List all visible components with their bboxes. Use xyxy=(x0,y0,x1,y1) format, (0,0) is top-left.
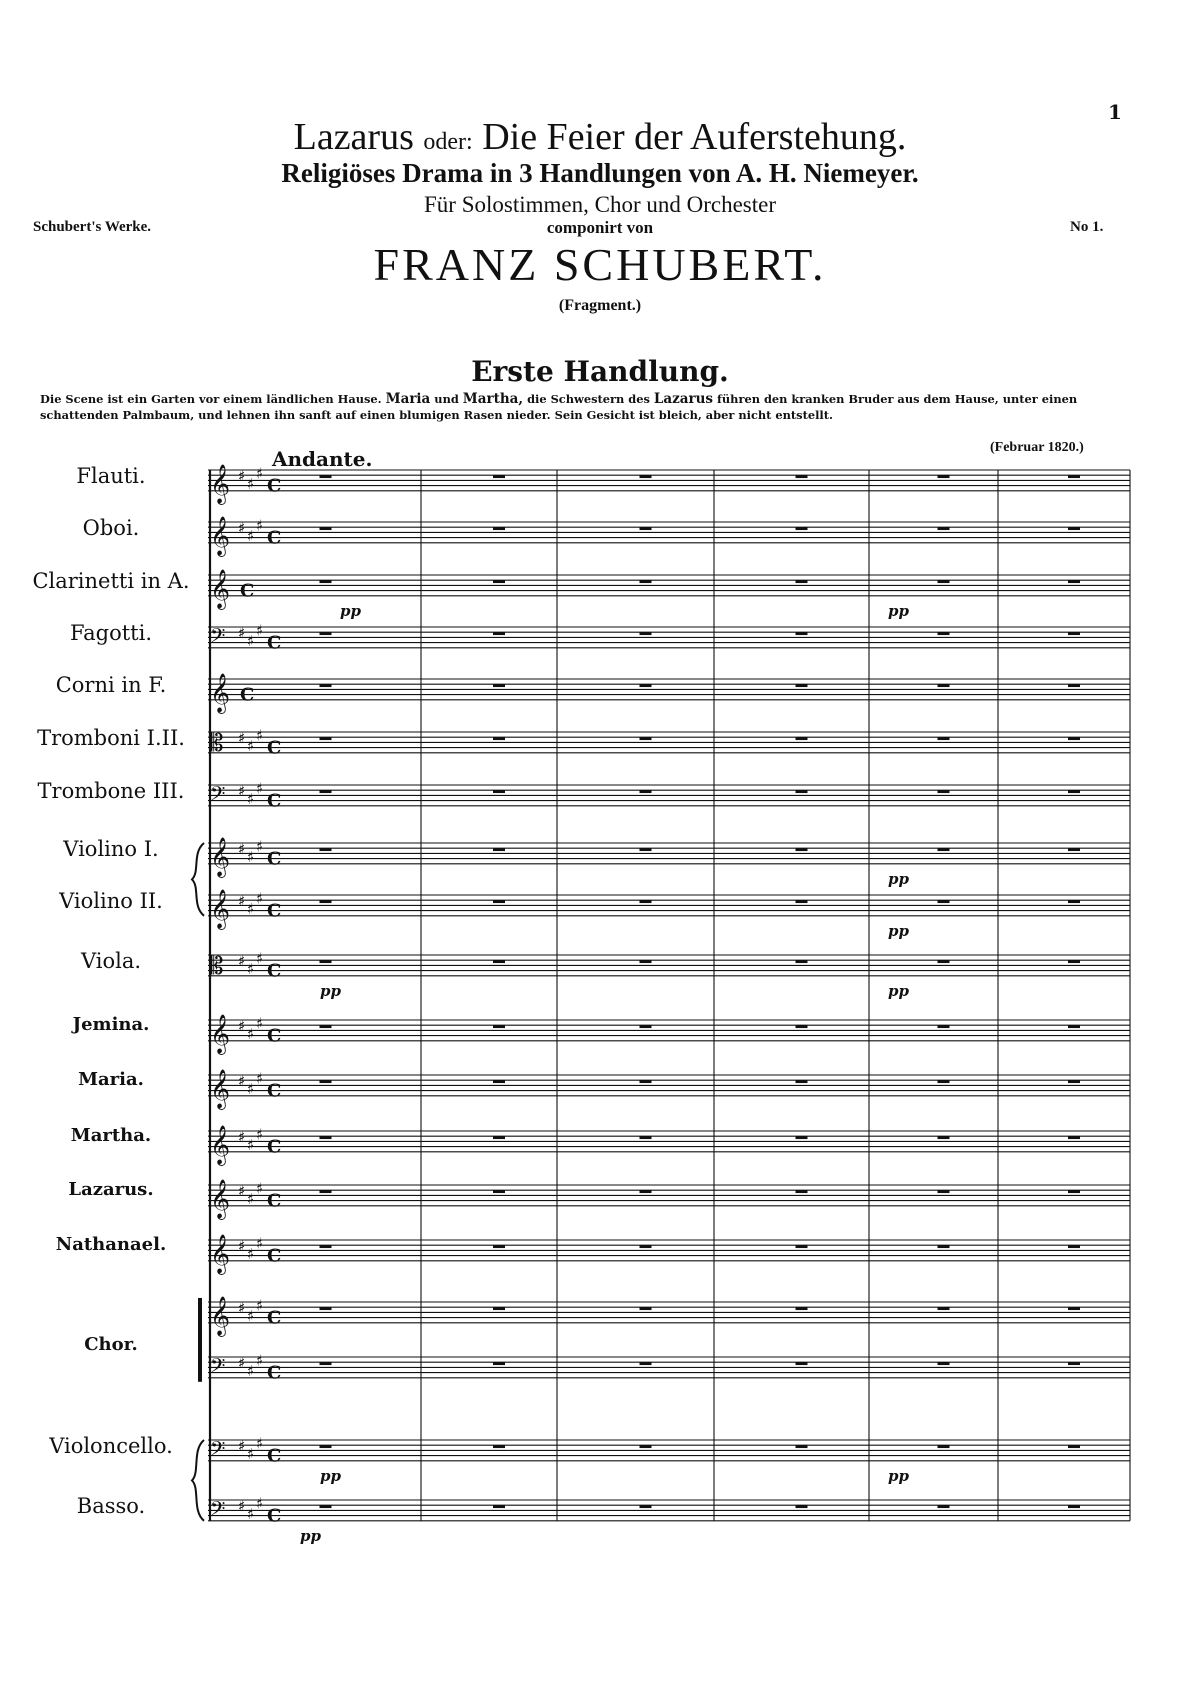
sharp-icon: ♯ xyxy=(256,1179,264,1198)
whole-rest xyxy=(493,1190,505,1193)
whole-rest xyxy=(640,1025,652,1028)
tempo-marking: Andante. xyxy=(272,447,373,471)
whole-rest xyxy=(493,900,505,903)
whole-rest xyxy=(796,527,808,530)
sharp-icon: ♯ xyxy=(256,889,264,908)
sharp-icon: ♯ xyxy=(238,729,246,748)
whole-rest xyxy=(938,1445,950,1448)
alto-clef-icon: 𝄡 xyxy=(210,951,224,980)
time-signature: C xyxy=(240,580,255,602)
time-signature: C xyxy=(267,1190,282,1212)
sharp-icon: ♯ xyxy=(256,1494,264,1513)
time-signature: C xyxy=(267,1362,282,1384)
whole-rest xyxy=(1068,1190,1080,1193)
whole-rest xyxy=(938,580,950,583)
series-label: Schubert's Werke. xyxy=(33,219,152,235)
dynamic-pp: pp xyxy=(888,1466,909,1485)
whole-rest xyxy=(796,1307,808,1310)
sharp-icon: ♯ xyxy=(256,1296,264,1315)
title-lazarus: Lazarus xyxy=(293,116,414,158)
time-signature: C xyxy=(267,1080,282,1102)
instrument-label: Basso. xyxy=(76,1494,146,1518)
treble-clef-icon: 𝄞 xyxy=(210,1068,231,1109)
sharp-icon: ♯ xyxy=(247,790,255,808)
instrument-label: Violino II. xyxy=(59,889,163,913)
whole-rest xyxy=(640,960,652,963)
title-oder: oder: xyxy=(423,129,473,155)
whole-rest xyxy=(1068,900,1080,903)
time-signature: C xyxy=(267,1245,282,1267)
sharp-icon: ♯ xyxy=(247,1362,255,1380)
time-signature: C xyxy=(267,900,282,922)
instrument-label: Lazarus. xyxy=(68,1179,154,1200)
whole-rest xyxy=(493,684,505,687)
whole-rest xyxy=(938,527,950,530)
whole-rest xyxy=(493,848,505,851)
whole-rest xyxy=(796,790,808,793)
time-signature: C xyxy=(267,1445,282,1467)
whole-rest xyxy=(320,475,332,478)
whole-rest xyxy=(640,790,652,793)
whole-rest xyxy=(640,1505,652,1508)
whole-rest xyxy=(640,1362,652,1365)
whole-rest xyxy=(640,580,652,583)
instrument-label: Clarinetti in A. xyxy=(32,569,190,593)
sharp-icon: ♯ xyxy=(238,1437,246,1456)
whole-rest xyxy=(796,900,808,903)
whole-rest xyxy=(320,580,332,583)
sharp-icon: ♯ xyxy=(247,1025,255,1043)
whole-rest xyxy=(1068,737,1080,740)
whole-rest xyxy=(320,1445,332,1448)
whole-rest xyxy=(938,632,950,635)
whole-rest xyxy=(493,1025,505,1028)
choir-bracket xyxy=(198,1298,202,1382)
sharp-icon: ♯ xyxy=(247,475,255,493)
sharp-icon: ♯ xyxy=(256,837,264,856)
scoring-line: Für Solostimmen, Chor und Orchester xyxy=(424,192,776,217)
whole-rest xyxy=(938,960,950,963)
sharp-icon: ♯ xyxy=(256,1234,264,1253)
instrument-label: Violino I. xyxy=(63,837,159,861)
whole-rest xyxy=(1068,632,1080,635)
whole-rest xyxy=(1068,1445,1080,1448)
whole-rest xyxy=(320,1362,332,1365)
whole-rest xyxy=(1068,527,1080,530)
whole-rest xyxy=(796,960,808,963)
whole-rest xyxy=(1068,684,1080,687)
time-signature: C xyxy=(267,1025,282,1047)
sharp-icon: ♯ xyxy=(247,848,255,866)
sharp-icon: ♯ xyxy=(256,464,264,483)
whole-rest xyxy=(1068,1245,1080,1248)
time-signature: C xyxy=(267,1307,282,1329)
whole-rest xyxy=(493,737,505,740)
whole-rest xyxy=(1068,475,1080,478)
treble-clef-icon: 𝄞 xyxy=(210,515,231,556)
whole-rest xyxy=(938,1307,950,1310)
whole-rest xyxy=(493,1136,505,1139)
sharp-icon: ♯ xyxy=(238,1497,246,1516)
sharp-icon: ♯ xyxy=(256,779,264,798)
componirt-line: componirt von xyxy=(546,218,654,237)
sharp-icon: ♯ xyxy=(256,1069,264,1088)
whole-rest xyxy=(640,900,652,903)
whole-rest xyxy=(938,1505,950,1508)
treble-clef-icon: 𝄞 xyxy=(210,1233,231,1274)
instrument-label: Oboi. xyxy=(82,516,140,540)
whole-rest xyxy=(1068,1025,1080,1028)
character-martha: Martha, xyxy=(462,391,524,407)
time-signature: C xyxy=(240,684,255,706)
whole-rest xyxy=(640,1080,652,1083)
whole-rest xyxy=(796,475,808,478)
piece-number: No 1. xyxy=(1070,219,1104,235)
character-maria: Maria xyxy=(385,391,431,407)
instrument-label: Corni in F. xyxy=(55,673,167,697)
dynamic-pp: pp xyxy=(888,981,909,1000)
sharp-icon: ♯ xyxy=(256,1014,264,1033)
whole-rest xyxy=(1068,1136,1080,1139)
instrument-label: Viola. xyxy=(80,949,142,973)
whole-rest xyxy=(493,1445,505,1448)
treble-clef-icon: 𝄞 xyxy=(210,1295,231,1336)
sharp-icon: ♯ xyxy=(247,632,255,650)
instrument-label: Martha. xyxy=(70,1125,152,1146)
time-signature: C xyxy=(267,737,282,759)
whole-rest xyxy=(493,1307,505,1310)
whole-rest xyxy=(1068,960,1080,963)
work-subtitle: Religiöses Drama in 3 Handlungen von A. H. Niemeyer. xyxy=(281,158,919,188)
sharp-icon: ♯ xyxy=(256,1125,264,1144)
sharp-icon: ♯ xyxy=(238,1017,246,1036)
whole-rest xyxy=(796,1080,808,1083)
sharp-icon: ♯ xyxy=(247,737,255,755)
sharp-icon: ♯ xyxy=(238,1072,246,1091)
tenor-clef-icon: 𝄡 xyxy=(210,728,224,757)
time-signature: C xyxy=(267,475,282,497)
whole-rest xyxy=(640,684,652,687)
sharp-icon: ♯ xyxy=(256,1434,264,1453)
time-signature: C xyxy=(267,848,282,870)
composer-name: FRANZ SCHUBERT. xyxy=(373,239,827,290)
whole-rest xyxy=(640,1190,652,1193)
whole-rest xyxy=(1068,1362,1080,1365)
sharp-icon: ♯ xyxy=(256,949,264,968)
sharp-icon: ♯ xyxy=(238,840,246,859)
sharp-icon: ♯ xyxy=(238,624,246,643)
sharp-icon: ♯ xyxy=(247,1445,255,1463)
whole-rest xyxy=(320,960,332,963)
dynamic-pp: pp xyxy=(888,921,909,940)
treble-clef-icon: 𝄞 xyxy=(210,1013,231,1054)
whole-rest xyxy=(320,632,332,635)
sharp-icon: ♯ xyxy=(238,1354,246,1373)
treble-clef-icon: 𝄞 xyxy=(210,888,231,929)
whole-rest xyxy=(493,475,505,478)
sharp-icon: ♯ xyxy=(247,1505,255,1523)
time-signature: C xyxy=(267,1136,282,1158)
whole-rest xyxy=(320,1136,332,1139)
sharp-icon: ♯ xyxy=(238,782,246,801)
sharp-icon: ♯ xyxy=(247,1307,255,1325)
dynamic-pp: pp xyxy=(320,981,341,1000)
whole-rest xyxy=(493,580,505,583)
whole-rest xyxy=(1068,1080,1080,1083)
scene-direction: Die Scene ist ein Garten vor einem ländlichen Hause. Maria und Martha, die Schwestern des Lazarus führen den kranken Bruder aus dem Hause, unter einen schattenden Palmbaum, und lehnen ihn sanft auf einen blumigen Rasen nieder. Sein Gesicht ist bleich, aber nicht entstellt. xyxy=(40,391,1078,422)
whole-rest xyxy=(938,1136,950,1139)
whole-rest xyxy=(640,527,652,530)
whole-rest xyxy=(796,1190,808,1193)
whole-rest xyxy=(796,1025,808,1028)
chor-label: Chor. xyxy=(84,1333,138,1355)
whole-rest xyxy=(796,632,808,635)
whole-rest xyxy=(320,848,332,851)
whole-rest xyxy=(320,1190,332,1193)
whole-rest xyxy=(640,475,652,478)
whole-rest xyxy=(640,1307,652,1310)
whole-rest xyxy=(320,1080,332,1083)
sharp-icon: ♯ xyxy=(247,900,255,918)
bass-clef-icon: 𝄢 xyxy=(210,1496,226,1525)
dynamic-pp: pp xyxy=(888,869,909,888)
whole-rest xyxy=(938,1080,950,1083)
whole-rest xyxy=(796,848,808,851)
whole-rest xyxy=(640,1445,652,1448)
whole-rest xyxy=(493,790,505,793)
whole-rest xyxy=(640,848,652,851)
fragment-note: (Fragment.) xyxy=(558,297,642,314)
instrument-label: Flauti. xyxy=(76,464,146,488)
whole-rest xyxy=(493,1080,505,1083)
whole-rest xyxy=(320,684,332,687)
sharp-icon: ♯ xyxy=(247,1136,255,1154)
sharp-icon: ♯ xyxy=(238,1128,246,1147)
whole-rest xyxy=(938,1245,950,1248)
whole-rest xyxy=(938,737,950,740)
whole-rest xyxy=(493,527,505,530)
sharp-icon: ♯ xyxy=(247,527,255,545)
treble-clef-icon: 𝄞 xyxy=(210,1124,231,1165)
whole-rest xyxy=(320,527,332,530)
whole-rest xyxy=(493,960,505,963)
composition-date: (Februar 1820.) xyxy=(990,440,1084,455)
treble-clef-icon: 𝄞 xyxy=(210,463,231,504)
bass-clef-icon: 𝄢 xyxy=(210,781,226,810)
treble-clef-icon: 𝄞 xyxy=(210,1178,231,1219)
whole-rest xyxy=(493,632,505,635)
sharp-icon: ♯ xyxy=(247,1190,255,1208)
sharp-icon: ♯ xyxy=(247,1080,255,1098)
sharp-icon: ♯ xyxy=(247,1245,255,1263)
bass-clef-icon: 𝄢 xyxy=(210,623,226,652)
dynamic-pp: pp xyxy=(320,1466,341,1485)
dynamic-pp: pp xyxy=(300,1526,321,1545)
time-signature: C xyxy=(267,1505,282,1527)
sharp-icon: ♯ xyxy=(238,892,246,911)
whole-rest xyxy=(640,632,652,635)
whole-rest xyxy=(796,580,808,583)
whole-rest xyxy=(938,684,950,687)
sharp-icon: ♯ xyxy=(238,519,246,538)
whole-rest xyxy=(796,1445,808,1448)
sharp-icon: ♯ xyxy=(238,1299,246,1318)
whole-rest xyxy=(320,737,332,740)
violin-brace xyxy=(192,843,204,916)
whole-rest xyxy=(938,1025,950,1028)
treble-clef-icon: 𝄞 xyxy=(210,672,231,713)
whole-rest xyxy=(493,1505,505,1508)
act-heading: Erste Handlung. xyxy=(471,355,729,388)
instrument-label: Fagotti. xyxy=(69,621,153,645)
whole-rest xyxy=(938,1190,950,1193)
instrument-label: Maria. xyxy=(78,1069,144,1090)
whole-rest xyxy=(796,737,808,740)
character-lazarus: Lazarus xyxy=(653,391,714,407)
whole-rest xyxy=(796,1362,808,1365)
whole-rest xyxy=(1068,580,1080,583)
title-subname: Die Feier der Auferstehung. xyxy=(482,116,907,158)
sharp-icon: ♯ xyxy=(238,1237,246,1256)
whole-rest xyxy=(1068,848,1080,851)
instrument-label: Trombone III. xyxy=(37,779,185,803)
whole-rest xyxy=(493,1245,505,1248)
time-signature: C xyxy=(267,527,282,549)
whole-rest xyxy=(938,790,950,793)
sharp-icon: ♯ xyxy=(238,467,246,486)
time-signature: C xyxy=(267,790,282,812)
sharp-icon: ♯ xyxy=(238,1182,246,1201)
sharp-icon: ♯ xyxy=(256,726,264,745)
instrument-label: Jemina. xyxy=(72,1014,150,1035)
treble-clef-icon: 𝄞 xyxy=(210,836,231,877)
bass-clef-icon: 𝄢 xyxy=(210,1436,226,1465)
whole-rest xyxy=(640,1245,652,1248)
whole-rest xyxy=(1068,1505,1080,1508)
sharp-icon: ♯ xyxy=(238,952,246,971)
sharp-icon: ♯ xyxy=(256,516,264,535)
whole-rest xyxy=(938,1362,950,1365)
whole-rest xyxy=(320,1245,332,1248)
instrument-label: Nathanael. xyxy=(55,1234,167,1255)
whole-rest xyxy=(640,737,652,740)
whole-rest xyxy=(796,1505,808,1508)
whole-rest xyxy=(796,1136,808,1139)
whole-rest xyxy=(938,475,950,478)
instrument-label: Tromboni I.II. xyxy=(37,726,185,750)
treble-clef-icon: 𝄞 xyxy=(210,568,231,609)
page-number: 1 xyxy=(1108,100,1122,124)
time-signature: C xyxy=(267,960,282,982)
whole-rest xyxy=(320,1505,332,1508)
bass-clef-icon: 𝄢 xyxy=(210,1353,226,1382)
whole-rest xyxy=(796,684,808,687)
whole-rest xyxy=(320,790,332,793)
whole-rest xyxy=(796,1245,808,1248)
whole-rest xyxy=(320,1307,332,1310)
whole-rest xyxy=(1068,790,1080,793)
whole-rest xyxy=(320,900,332,903)
time-signature: C xyxy=(267,632,282,654)
whole-rest xyxy=(493,1362,505,1365)
whole-rest xyxy=(640,1136,652,1139)
whole-rest xyxy=(938,900,950,903)
whole-rest xyxy=(938,848,950,851)
instrument-label: Violoncello. xyxy=(49,1434,173,1458)
dynamic-pp: pp xyxy=(888,601,909,620)
dynamic-pp: pp xyxy=(340,601,361,620)
whole-rest xyxy=(1068,1307,1080,1310)
sharp-icon: ♯ xyxy=(256,1351,264,1370)
whole-rest xyxy=(320,1025,332,1028)
sharp-icon: ♯ xyxy=(256,621,264,640)
cello-bass-brace xyxy=(192,1440,204,1521)
sharp-icon: ♯ xyxy=(247,960,255,978)
